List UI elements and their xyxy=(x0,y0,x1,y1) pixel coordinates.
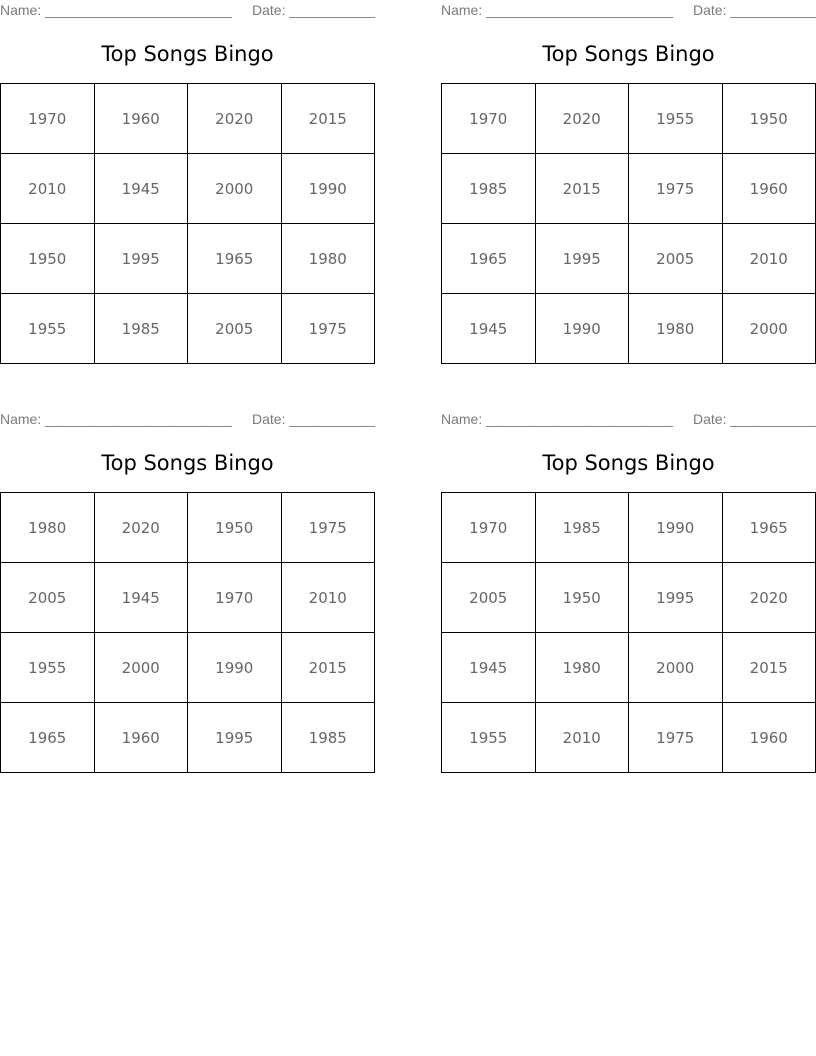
bingo-cell: 1995 xyxy=(94,224,188,294)
bingo-cell: 1965 xyxy=(1,703,95,773)
bingo-cell: 1960 xyxy=(94,703,188,773)
bingo-card xyxy=(441,0,816,364)
bingo-cell: 1955 xyxy=(1,294,95,364)
bingo-cell: 1990 xyxy=(535,294,629,364)
bingo-row xyxy=(1,703,375,773)
bingo-row xyxy=(1,84,375,154)
bingo-cell: 2005 xyxy=(188,294,282,364)
bingo-cell: 1960 xyxy=(722,703,816,773)
bingo-cell: 2020 xyxy=(188,84,282,154)
bingo-row xyxy=(442,84,816,154)
bingo-cell: 1955 xyxy=(442,703,536,773)
bingo-row xyxy=(442,294,816,364)
bingo-card xyxy=(441,409,816,773)
bingo-cell: 2015 xyxy=(722,633,816,703)
bingo-cell: 1950 xyxy=(535,563,629,633)
bingo-cell: 1990 xyxy=(629,493,723,563)
bingo-cell: 2015 xyxy=(281,84,375,154)
bingo-cell: 2020 xyxy=(722,563,816,633)
bingo-row xyxy=(1,493,375,563)
card-title: Top Songs Bingo xyxy=(542,42,715,66)
bingo-cell: 1995 xyxy=(535,224,629,294)
date-field: Date: ___________ xyxy=(693,411,816,427)
bingo-cell: 2010 xyxy=(1,154,95,224)
bingo-row xyxy=(1,294,375,364)
bingo-cell: 1955 xyxy=(629,84,723,154)
bingo-cell: 1960 xyxy=(94,84,188,154)
bingo-cell: 2000 xyxy=(94,633,188,703)
bingo-row xyxy=(1,224,375,294)
bingo-cell: 1965 xyxy=(442,224,536,294)
date-field: Date: ___________ xyxy=(252,2,375,18)
bingo-cell: 1975 xyxy=(629,703,723,773)
bingo-cell: 1990 xyxy=(281,154,375,224)
bingo-cell: 2005 xyxy=(1,563,95,633)
card-title: Top Songs Bingo xyxy=(101,42,274,66)
bingo-card xyxy=(0,409,375,773)
name-field: Name: ________________________ xyxy=(0,411,232,427)
bingo-cell: 2010 xyxy=(281,563,375,633)
date-field: Date: ___________ xyxy=(252,411,375,427)
bingo-cell: 1975 xyxy=(629,154,723,224)
bingo-cell: 1945 xyxy=(442,294,536,364)
bingo-cell: 1985 xyxy=(442,154,536,224)
bingo-cell: 1980 xyxy=(535,633,629,703)
bingo-cell: 2010 xyxy=(535,703,629,773)
bingo-cell: 1945 xyxy=(442,633,536,703)
bingo-row xyxy=(1,563,375,633)
bingo-cell: 2005 xyxy=(442,563,536,633)
card-title: Top Songs Bingo xyxy=(101,451,274,475)
bingo-cell: 1970 xyxy=(188,563,282,633)
bingo-cell: 2000 xyxy=(629,633,723,703)
bingo-cell: 1980 xyxy=(1,493,95,563)
bingo-row xyxy=(442,563,816,633)
bingo-cell: 1970 xyxy=(442,493,536,563)
bingo-cell: 1975 xyxy=(281,493,375,563)
name-date-row xyxy=(0,411,375,429)
bingo-row xyxy=(1,633,375,703)
bingo-card xyxy=(0,0,375,364)
bingo-cell: 1985 xyxy=(535,493,629,563)
bingo-cell: 1980 xyxy=(629,294,723,364)
bingo-row xyxy=(442,224,816,294)
bingo-cell: 1965 xyxy=(188,224,282,294)
bingo-cell: 2015 xyxy=(535,154,629,224)
bingo-cell: 2000 xyxy=(188,154,282,224)
bingo-cell: 2020 xyxy=(535,84,629,154)
card-title: Top Songs Bingo xyxy=(542,451,715,475)
bingo-cell: 1945 xyxy=(94,154,188,224)
bingo-cell: 2000 xyxy=(722,294,816,364)
date-field: Date: ___________ xyxy=(693,2,816,18)
bingo-row xyxy=(442,703,816,773)
bingo-cell: 1955 xyxy=(1,633,95,703)
bingo-row xyxy=(1,154,375,224)
bingo-cell: 2015 xyxy=(281,633,375,703)
bingo-cell: 1980 xyxy=(281,224,375,294)
name-field: Name: ________________________ xyxy=(441,411,673,427)
bingo-cell: 1995 xyxy=(629,563,723,633)
bingo-cell: 1985 xyxy=(94,294,188,364)
bingo-cell: 1950 xyxy=(188,493,282,563)
name-date-row xyxy=(441,411,816,429)
bingo-cell: 1950 xyxy=(722,84,816,154)
bingo-cell: 1950 xyxy=(1,224,95,294)
bingo-row xyxy=(442,633,816,703)
bingo-cell: 1975 xyxy=(281,294,375,364)
bingo-cell: 1965 xyxy=(722,493,816,563)
bingo-cell: 1970 xyxy=(1,84,95,154)
bingo-cell: 1985 xyxy=(281,703,375,773)
name-date-row xyxy=(441,2,816,20)
bingo-row xyxy=(442,154,816,224)
bingo-cell: 1990 xyxy=(188,633,282,703)
bingo-cell: 1970 xyxy=(442,84,536,154)
name-date-row xyxy=(0,2,375,20)
bingo-grid xyxy=(0,492,375,773)
bingo-cell: 1945 xyxy=(94,563,188,633)
bingo-grid xyxy=(0,83,375,364)
bingo-cell: 2020 xyxy=(94,493,188,563)
bingo-cell: 1960 xyxy=(722,154,816,224)
bingo-grid xyxy=(441,492,816,773)
bingo-cell: 2010 xyxy=(722,224,816,294)
name-field: Name: ________________________ xyxy=(0,2,232,18)
name-field: Name: ________________________ xyxy=(441,2,673,18)
bingo-cell: 2005 xyxy=(629,224,723,294)
bingo-cell: 1995 xyxy=(188,703,282,773)
bingo-grid xyxy=(441,83,816,364)
bingo-row xyxy=(442,493,816,563)
